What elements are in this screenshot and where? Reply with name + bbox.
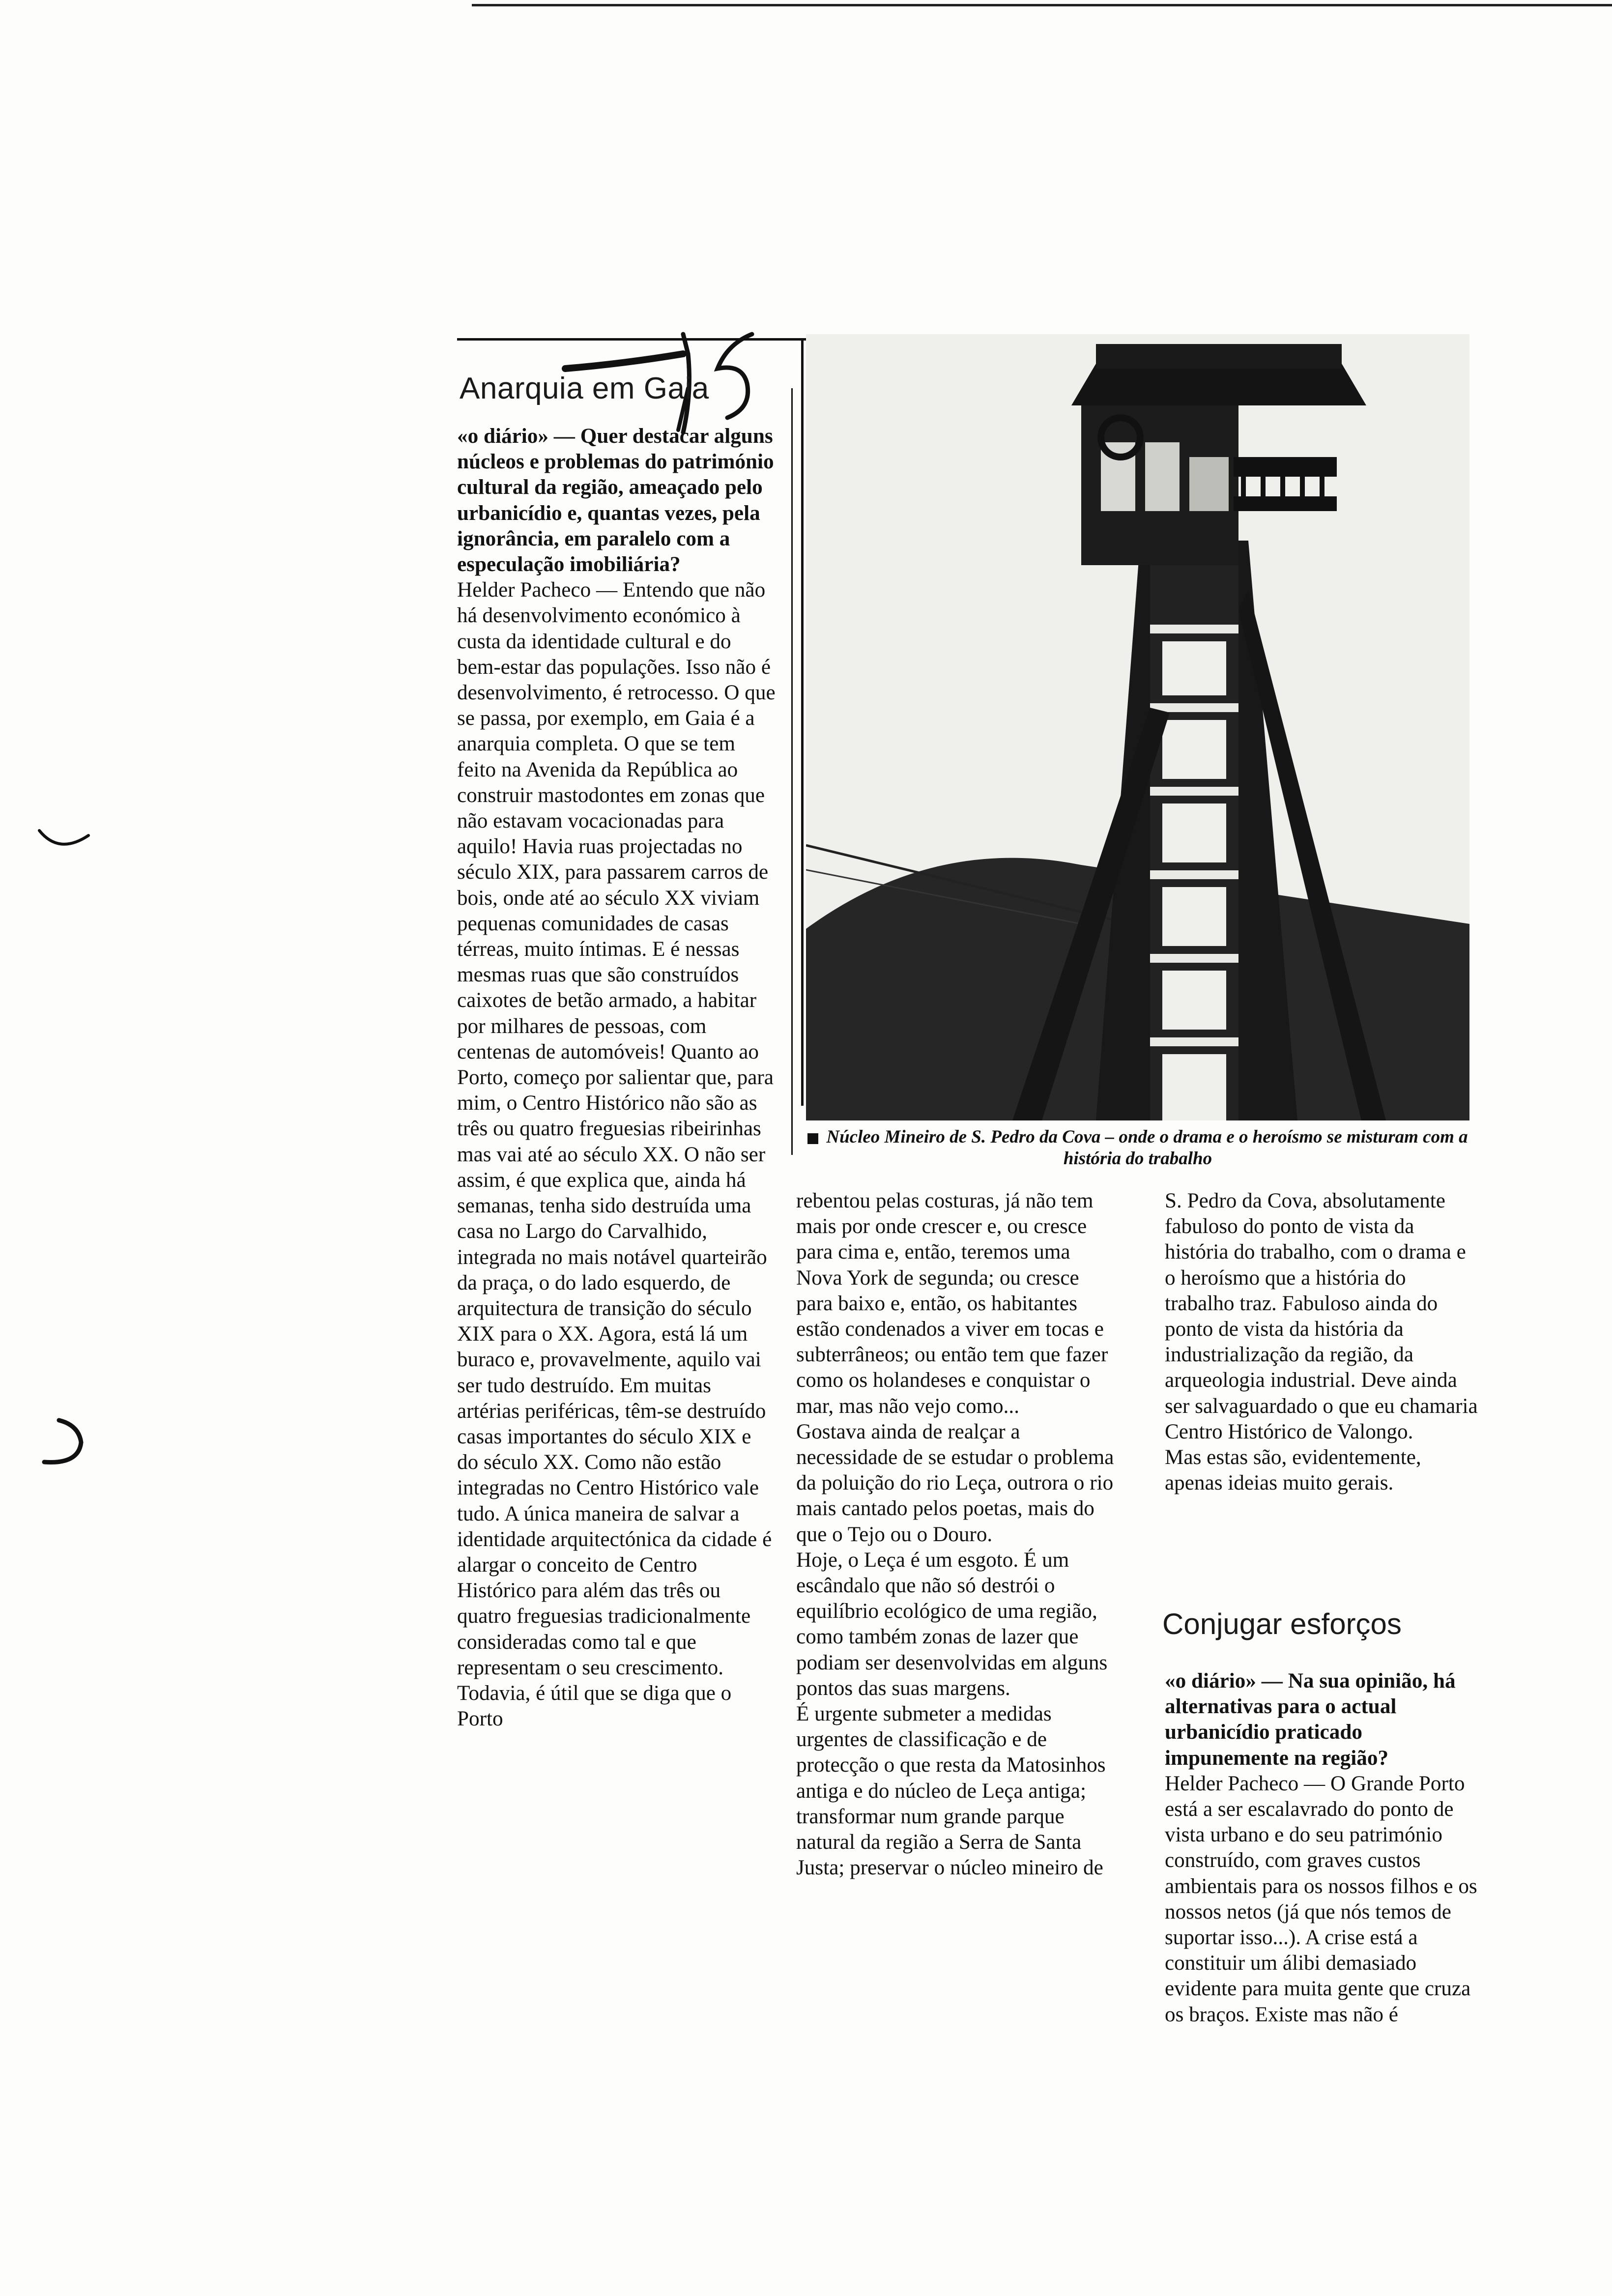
interview-question-2: «o diário» — Na sua opinião, há alternativas para o actual urbanicídio praticado impunemente na região? [1165, 1669, 1456, 1770]
article-column-3 [1165, 1188, 1479, 1496]
article-column-2 [796, 1188, 1116, 1881]
scan-artefact-left-2 [34, 1415, 93, 1469]
column-rule-left [791, 388, 793, 1155]
interview-question-1: «o diário» — Quer destacar alguns núcleos e problemas do património cultural da região, ameaçado pelo urbanicídio e, quantas vezes, pela ignorância, em paralelo com a especulação imobiliária? [457, 425, 774, 576]
caption-bullet-icon [807, 1133, 818, 1144]
photo-caption [794, 1126, 1482, 1170]
section-subheading: Conjugar esforços [1162, 1607, 1402, 1640]
interview-answer-1-cont-b: Gostava ainda de realçar a necessidade de se estudar o problema da poluição do rio Leça, outrora o rio mais cantado pelos poetas, mais do que o Tejo ou o Douro. [796, 1420, 1114, 1546]
column-rule-right [801, 339, 804, 1106]
interview-answer-1-cont-c: Hoje, o Leça é um esgoto. É um escândalo que não só destrói o equilíbrio ecológico de uma região, como também zonas de lazer que podiam ser desenvolvidas em alguns pontos das suas margens. [796, 1548, 1108, 1700]
interview-answer-1: Helder Pacheco — Entendo que não há desenvolvimento económico à custa da identidade cultural e do bem-estar das populações. Isso não é desenvolvimento, é retrocesso. O que se passa, por exemplo, em Gaia é a anarquia completa. O que se tem feito na Avenida da República ao construir mastodontes em zonas que não estavam vocacionadas para aquilo! Havia ruas projectadas no século XIX, para passarem carros de bois, onde até ao século XX viviam pequenas comunidades de casas térreas, muito íntimas. E é nessas mesmas ruas que são construídos caixotes de betão armado, a habitar por milhares de pessoas, com centenas de automóveis! Quanto ao Porto, começo por salientar que, para mim, o Centro Histórico não são as três ou quatro freguesias ribeirinhas mas vai até ao século XX. O não ser assim, é que explica que, ainda há semanas, tenha sido destruída uma casa no Largo do Carvalhido, integrada no mais notável quarteirão da praça, o do lado esquerdo, de arquitectura de transição do século XIX para o XX. Agora, está lá um buraco e, provavelmente, aquilo vai ser tudo destruído. Em muitas artérias periféricas, têm-se destruído casas importantes do século XIX e do século XX. Como não estão integradas no Centro Histórico vale tudo. A única maneira de salvar a identidade arquitectónica da cidade é alargar o conceito de Centro Histórico para além das três ou quatro freguesias tradicionalmente consideradas como tal e que representam o seu crescimento. Todavia, é útil que se diga que o Porto [457, 578, 776, 1731]
interview-answer-1-cont-f: Mas estas são, evidentemente, apenas ideias muito gerais. [1165, 1446, 1421, 1495]
photo-caption-text: Núcleo Mineiro de S. Pedro da Cova – onde o drama e o heroísmo se misturam com a história do trabalho [826, 1127, 1468, 1169]
article-headline: Anarquia em Gaia [460, 372, 709, 405]
headframe-illustration [806, 334, 1469, 1120]
interview-answer-2: Helder Pacheco — O Grande Porto está a ser escalavrado do ponto de vista urbano e do seu património construído, com graves custos ambientais para os nossos filhos e os nossos netos (já que nós temos de suportar isso...). A crise está a constituir um álibi demasiado evidente para muita gente que cruza os braços. Existe mas não é [1165, 1772, 1477, 2026]
article-column-1 [457, 424, 777, 1732]
interview-answer-1-cont-a: rebentou pelas costuras, já não tem mais por onde crescer e, ou cresce para cima e, então, teremos uma Nova York de segunda; ou cresce para baixo e, então, os habitantes estão condenados a viver em tocas e subterrâneos; ou então tem que fazer como os holandeses e conquistar o mar, mas não vejo como... [796, 1189, 1108, 1418]
scan-top-edge [472, 4, 1612, 6]
mine-headframe-photo [806, 334, 1469, 1120]
scan-artefact-left-1 [34, 826, 93, 855]
interview-answer-1-cont-d: É urgente submeter a medidas urgentes de classificação e de protecção o que resta da Matosinhos antiga e do núcleo de Leça antiga; transformar num grande parque natural da região a Serra de Santa Justa; preservar o núcleo mineiro de [796, 1702, 1106, 1880]
interview-answer-1-cont-e: S. Pedro da Cova, absolutamente fabuloso do ponto de vista da história do trabalho, com o drama e o heroísmo que a história do trabalho traz. Fabuloso ainda do ponto de vista da história da industrialização da região, da arqueologia industrial. Deve ainda ser salvaguardado o que eu chamaria Centro Histórico de Valongo. [1165, 1189, 1478, 1443]
article-column-3b [1165, 1668, 1479, 2028]
